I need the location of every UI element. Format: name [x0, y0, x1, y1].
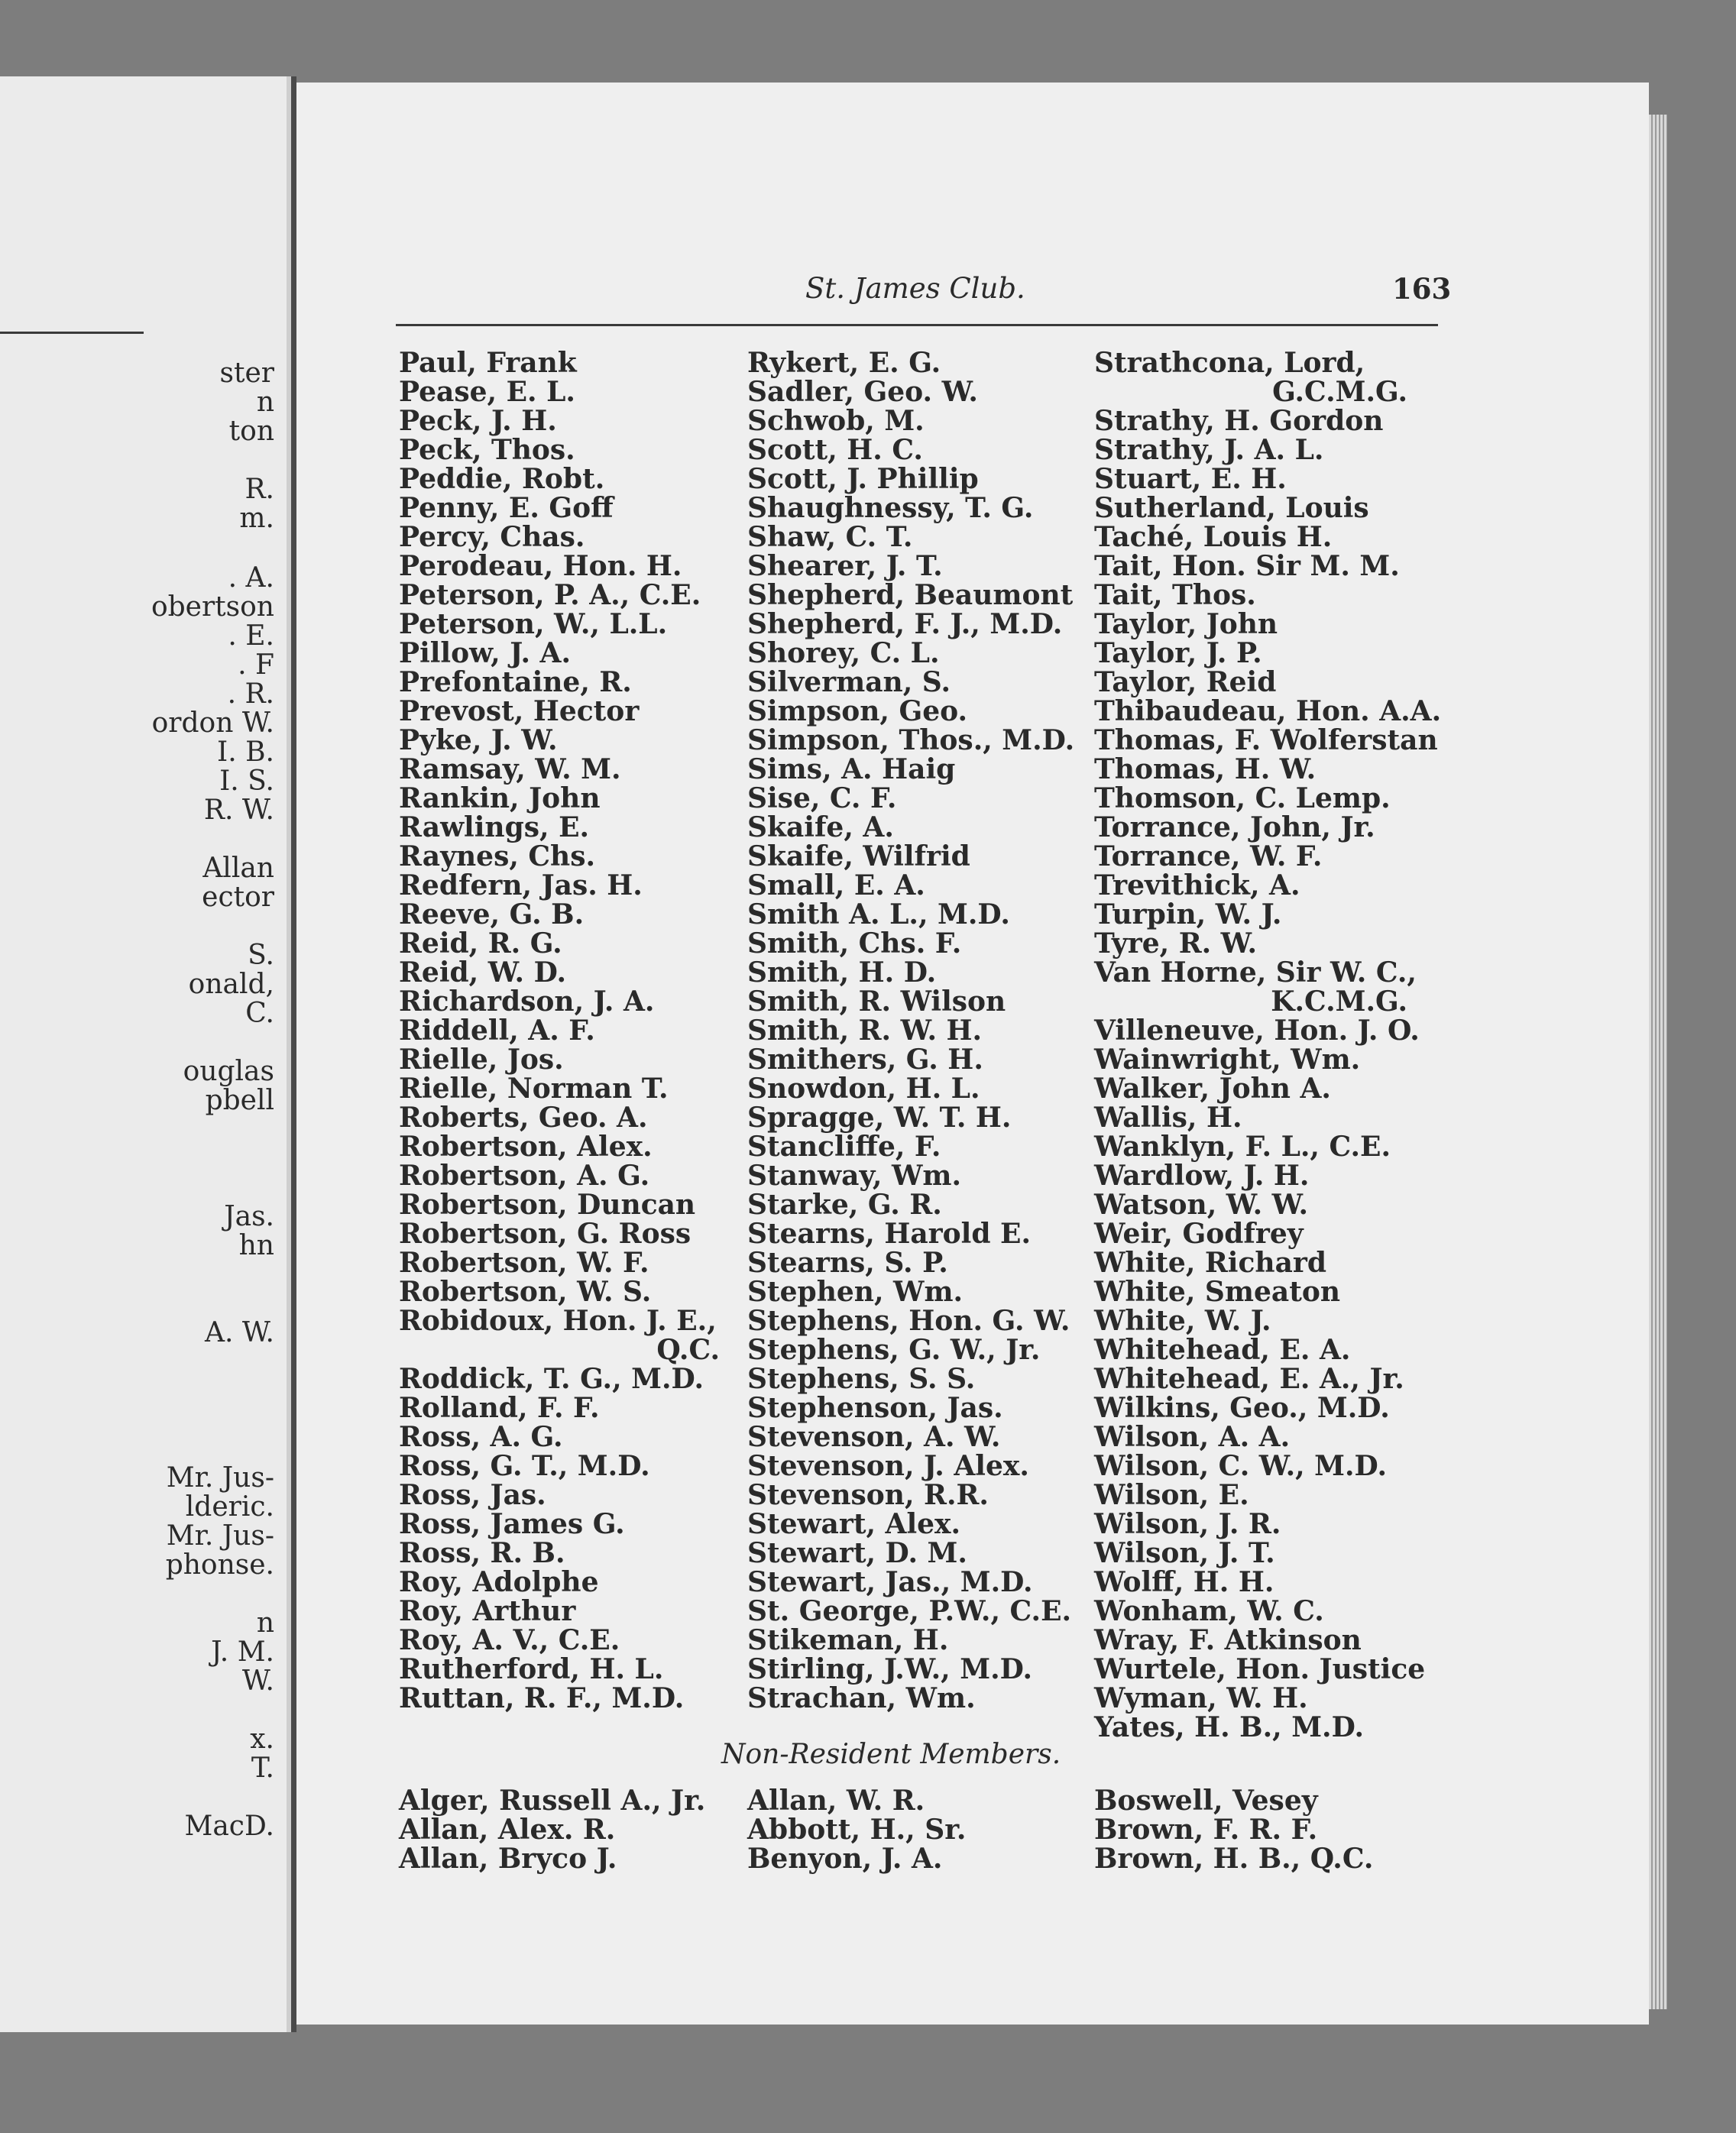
member-entry: Benyon, J. A. — [747, 1843, 943, 1875]
member-entry: Allan, Bryco J. — [399, 1843, 617, 1875]
left-page-line: I. S. — [219, 765, 274, 797]
left-page-line: ordon W. — [151, 707, 274, 739]
member-entry: Richardson, J. A. — [399, 986, 655, 1018]
member-entry: Perodeau, Hon. H. — [399, 550, 682, 582]
left-page-line: obertson — [151, 591, 274, 623]
member-entry: Silverman, S. — [747, 666, 951, 698]
left-page-line: . E. — [228, 620, 274, 652]
member-entry: Stikeman, H. — [747, 1624, 949, 1656]
left-page-line: R. — [245, 474, 274, 505]
member-entry: Turpin, W. J. — [1094, 898, 1282, 931]
member-column-3 — [1094, 348, 1441, 1742]
header-rule — [396, 324, 1438, 326]
member-column-2 — [747, 348, 1074, 1713]
member-entry: Thomson, C. Lemp. — [1094, 782, 1391, 814]
member-entry: Thomas, H. W. — [1094, 753, 1317, 785]
member-entry: Wonham, W. C. — [1094, 1595, 1324, 1627]
member-entry: Stephens, G. W., Jr. — [747, 1334, 1041, 1366]
member-entry: K.C.M.G. — [1271, 986, 1407, 1018]
member-entry: Watson, W. W. — [1094, 1189, 1309, 1221]
member-entry: Wilson, C. W., M.D. — [1094, 1450, 1388, 1482]
member-entry: Shearer, J. T. — [747, 550, 943, 582]
member-entry: Rankin, John — [399, 782, 601, 814]
member-entry: Reid, R. G. — [399, 927, 562, 960]
member-entry: Simpson, Geo. — [747, 695, 968, 727]
member-entry: Robertson, W. F. — [399, 1247, 649, 1279]
left-page-line: ouglas — [183, 1056, 274, 1087]
member-entry: Wolff, H. H. — [1094, 1566, 1274, 1598]
member-entry: Wilson, J. T. — [1094, 1537, 1275, 1569]
member-entry: Allan, Alex. R. — [399, 1814, 616, 1846]
member-entry: Pease, E. L. — [399, 376, 575, 408]
section-heading-non-resident: Non-Resident Members. — [721, 1739, 1061, 1770]
member-entry: Thibaudeau, Hon. A.A. — [1094, 695, 1442, 727]
member-entry: Peddie, Robt. — [399, 463, 605, 495]
member-entry: Robidoux, Hon. J. E., — [399, 1305, 717, 1337]
member-entry: Smith, Chs. F. — [747, 927, 962, 960]
member-entry: Simpson, Thos., M.D. — [747, 724, 1075, 756]
member-entry: Yates, H. B., M.D. — [1094, 1711, 1365, 1743]
member-entry: Roddick, T. G., M.D. — [399, 1363, 704, 1395]
member-entry: Shepherd, Beaumont — [747, 579, 1074, 611]
member-entry: Trevithick, A. — [1094, 869, 1300, 901]
member-entry: Taylor, J. P. — [1094, 637, 1262, 669]
member-entry: Starke, G. R. — [747, 1189, 942, 1221]
member-entry: Wilson, E. — [1094, 1479, 1249, 1511]
member-entry: Prevost, Hector — [399, 695, 640, 727]
member-entry: Tyre, R. W. — [1094, 927, 1258, 960]
member-entry: Stearns, S. P. — [747, 1247, 948, 1279]
left-page-line: x. — [250, 1724, 274, 1755]
left-page-line: . A. — [228, 562, 274, 594]
member-entry: Boswell, Vesey — [1094, 1785, 1318, 1817]
member-entry: Skaife, A. — [747, 811, 894, 843]
member-entry: Wallis, H. — [1094, 1102, 1242, 1134]
member-entry: White, Richard — [1094, 1247, 1327, 1279]
member-entry: Stuart, E. H. — [1094, 463, 1287, 495]
left-page-line: ster — [219, 358, 274, 389]
member-entry: Small, E. A. — [747, 869, 925, 901]
member-entry: Ramsay, W. M. — [399, 753, 621, 785]
member-entry: St. George, P.W., C.E. — [747, 1595, 1072, 1627]
running-head: St. James Club. — [805, 272, 1025, 305]
member-entry: Sadler, Geo. W. — [747, 376, 978, 408]
non-resident-column-2 — [747, 1786, 966, 1873]
member-entry: Robertson, G. Ross — [399, 1218, 691, 1250]
member-entry: Scott, H. C. — [747, 434, 923, 466]
member-entry: Redfern, Jas. H. — [399, 869, 643, 901]
member-entry: Smith A. L., M.D. — [747, 898, 1010, 931]
left-page-line: ton — [228, 416, 274, 447]
member-entry: Stancliffe, F. — [747, 1131, 941, 1163]
left-page-line: pbell — [205, 1085, 274, 1116]
member-entry: Shepherd, F. J., M.D. — [747, 608, 1063, 640]
member-entry: Stanway, Wm. — [747, 1160, 962, 1192]
member-entry: Prefontaine, R. — [399, 666, 632, 698]
member-entry: G.C.M.G. — [1272, 376, 1407, 408]
member-column-1 — [399, 348, 720, 1713]
member-entry: Peterson, W., L.L. — [399, 608, 668, 640]
member-entry: Stewart, Jas., M.D. — [747, 1566, 1033, 1598]
member-entry: Robertson, W. S. — [399, 1276, 652, 1308]
left-page-line: J. M. — [211, 1636, 274, 1668]
member-entry: Smith, H. D. — [747, 956, 937, 989]
left-page-line: T. — [251, 1753, 274, 1784]
member-entry: Thomas, F. Wolferstan — [1094, 724, 1438, 756]
left-page-line: n — [256, 1607, 274, 1639]
member-entry: Raynes, Chs. — [399, 840, 596, 872]
book-gutter — [291, 76, 296, 2032]
member-entry: Rawlings, E. — [399, 811, 590, 843]
member-entry: Stephen, Wm. — [747, 1276, 964, 1308]
member-entry: Stirling, J.W., M.D. — [747, 1653, 1033, 1685]
left-page-line: W. — [241, 1665, 274, 1697]
member-entry: Strathcona, Lord, — [1094, 347, 1365, 379]
member-entry: Scott, J. Phillip — [747, 463, 979, 495]
member-entry: Sutherland, Louis — [1094, 492, 1369, 524]
member-entry: Strachan, Wm. — [747, 1682, 976, 1714]
member-entry: Schwob, M. — [747, 405, 925, 437]
left-page-line: . F — [238, 649, 274, 681]
left-page-line: R. W. — [203, 795, 274, 826]
non-resident-column-1 — [399, 1786, 705, 1873]
member-entry: Roberts, Geo. A. — [399, 1102, 648, 1134]
member-entry: Reeve, G. B. — [399, 898, 585, 931]
member-entry: Riddell, A. F. — [399, 1015, 595, 1047]
member-entry: Sise, C. F. — [747, 782, 897, 814]
member-entry: Wainwright, Wm. — [1094, 1044, 1361, 1076]
member-entry: Wilson, J. R. — [1094, 1508, 1281, 1540]
member-entry: Spragge, W. T. H. — [747, 1102, 1012, 1134]
member-entry: Ross, A. G. — [399, 1421, 563, 1453]
member-entry: Abbott, H., Sr. — [747, 1814, 967, 1846]
member-entry: Pillow, J. A. — [399, 637, 571, 669]
member-entry: Peck, J. H. — [399, 405, 557, 437]
non-resident-column-3 — [1094, 1786, 1373, 1873]
member-entry: Rielle, Jos. — [399, 1044, 564, 1076]
member-entry: Ross, G. T., M.D. — [399, 1450, 650, 1482]
left-page-line: I. B. — [216, 736, 274, 768]
left-page-line: Jas. — [224, 1201, 274, 1232]
left-page-line: onald, — [188, 969, 274, 1000]
member-entry: Smith, R. W. H. — [747, 1015, 983, 1047]
member-entry: Pyke, J. W. — [399, 724, 558, 756]
member-entry: Brown, F. R. F. — [1094, 1814, 1318, 1846]
member-entry: Whitehead, E. A. — [1094, 1334, 1351, 1366]
member-entry: Stephenson, Jas. — [747, 1392, 1003, 1424]
member-entry: Walker, John A. — [1094, 1073, 1331, 1105]
left-page-line: Mr. Jus- — [166, 1520, 274, 1552]
member-entry: White, W. J. — [1094, 1305, 1271, 1337]
member-entry: Penny, E. Goff — [399, 492, 614, 524]
member-entry: White, Smeaton — [1094, 1276, 1341, 1308]
page-number: 163 — [1392, 272, 1452, 306]
member-entry: Stevenson, R.R. — [747, 1479, 989, 1511]
member-entry: Shaw, C. T. — [747, 521, 913, 553]
member-entry: Percy, Chas. — [399, 521, 585, 553]
member-entry: Ross, R. B. — [399, 1537, 565, 1569]
member-entry: Roy, A. V., C.E. — [399, 1624, 620, 1656]
member-entry: Robertson, Duncan — [399, 1189, 696, 1221]
member-entry: Robertson, Alex. — [399, 1131, 653, 1163]
member-entry: Stewart, D. M. — [747, 1537, 967, 1569]
member-entry: Wilkins, Geo., M.D. — [1094, 1392, 1390, 1424]
member-entry: Peck, Thos. — [399, 434, 575, 466]
member-entry: Wray, F. Atkinson — [1094, 1624, 1362, 1656]
member-entry: Stearns, Harold E. — [747, 1218, 1032, 1250]
member-entry: Q.C. — [656, 1334, 720, 1366]
member-entry: Ross, Jas. — [399, 1479, 546, 1511]
left-page-line: hn — [238, 1230, 274, 1261]
member-entry: Wardlow, J. H. — [1094, 1160, 1310, 1192]
member-entry: Robertson, A. G. — [399, 1160, 650, 1192]
member-entry: Rolland, F. F. — [399, 1392, 600, 1424]
member-entry: Wurtele, Hon. Justice — [1094, 1653, 1426, 1685]
member-entry: Smith, R. Wilson — [747, 986, 1006, 1018]
member-entry: Weir, Godfrey — [1094, 1218, 1304, 1250]
member-entry: Torrance, John, Jr. — [1094, 811, 1375, 843]
member-entry: Peterson, P. A., C.E. — [399, 579, 701, 611]
member-entry: Brown, H. B., Q.C. — [1094, 1843, 1374, 1875]
member-entry: Reid, W. D. — [399, 956, 567, 989]
member-entry: Stewart, Alex. — [747, 1508, 961, 1540]
member-entry: Taylor, Reid — [1094, 666, 1277, 698]
page-edges — [1649, 115, 1667, 2009]
member-entry: Alger, Russell A., Jr. — [399, 1785, 706, 1817]
left-page-line: Allan — [202, 853, 274, 884]
left-page-line: n — [256, 387, 274, 418]
left-page-line: C. — [245, 998, 274, 1029]
member-entry: Roy, Arthur — [399, 1595, 576, 1627]
member-entry: Ruttan, R. F., M.D. — [399, 1682, 685, 1714]
member-entry: Stephens, S. S. — [747, 1363, 976, 1395]
member-entry: Stephens, Hon. G. W. — [747, 1305, 1070, 1337]
member-entry: Shorey, C. L. — [747, 637, 940, 669]
left-page-line: Mr. Jus- — [166, 1462, 274, 1494]
member-entry: Tait, Hon. Sir M. M. — [1094, 550, 1400, 582]
member-entry: Wilson, A. A. — [1094, 1421, 1291, 1453]
left-page-line: S. — [248, 940, 274, 971]
member-entry: Strathy, J. A. L. — [1094, 434, 1324, 466]
left-page-line: phonse. — [165, 1549, 274, 1581]
member-entry: Smithers, G. H. — [747, 1044, 983, 1076]
left-page-line: ector — [202, 882, 274, 913]
member-entry: Tait, Thos. — [1094, 579, 1256, 611]
member-entry: Taylor, John — [1094, 608, 1278, 640]
member-entry: Van Horne, Sir W. C., — [1094, 956, 1417, 989]
member-entry: Rykert, E. G. — [747, 347, 941, 379]
left-page-line: lderic. — [185, 1491, 274, 1523]
member-entry: Ross, James G. — [399, 1508, 625, 1540]
member-entry: Torrance, W. F. — [1094, 840, 1323, 872]
member-entry: Wyman, W. H. — [1094, 1682, 1308, 1714]
member-entry: Paul, Frank — [399, 347, 577, 379]
member-entry: Taché, Louis H. — [1094, 521, 1333, 553]
member-entry: Wanklyn, F. L., C.E. — [1094, 1131, 1391, 1163]
member-entry: Rielle, Norman T. — [399, 1073, 669, 1105]
member-entry: Sims, A. Haig — [747, 753, 956, 785]
member-entry: Roy, Adolphe — [399, 1566, 599, 1598]
member-entry: Whitehead, E. A., Jr. — [1094, 1363, 1404, 1395]
left-page — [0, 76, 291, 2032]
left-page-line: . R. — [227, 678, 274, 710]
member-entry: Snowdon, H. L. — [747, 1073, 980, 1105]
member-entry: Rutherford, H. L. — [399, 1653, 664, 1685]
member-entry: Stevenson, J. Alex. — [747, 1450, 1029, 1482]
left-page-line: m. — [239, 503, 274, 534]
left-page-line: A. W. — [204, 1317, 274, 1348]
member-entry: Skaife, Wilfrid — [747, 840, 970, 872]
member-entry: Villeneuve, Hon. J. O. — [1094, 1015, 1420, 1047]
member-entry: Strathy, H. Gordon — [1094, 405, 1384, 437]
member-entry: Stevenson, A. W. — [747, 1421, 1001, 1453]
member-entry: Shaughnessy, T. G. — [747, 492, 1034, 524]
left-page-rule — [0, 332, 144, 334]
member-entry: Allan, W. R. — [747, 1785, 925, 1817]
left-page-line: MacD. — [184, 1811, 274, 1842]
